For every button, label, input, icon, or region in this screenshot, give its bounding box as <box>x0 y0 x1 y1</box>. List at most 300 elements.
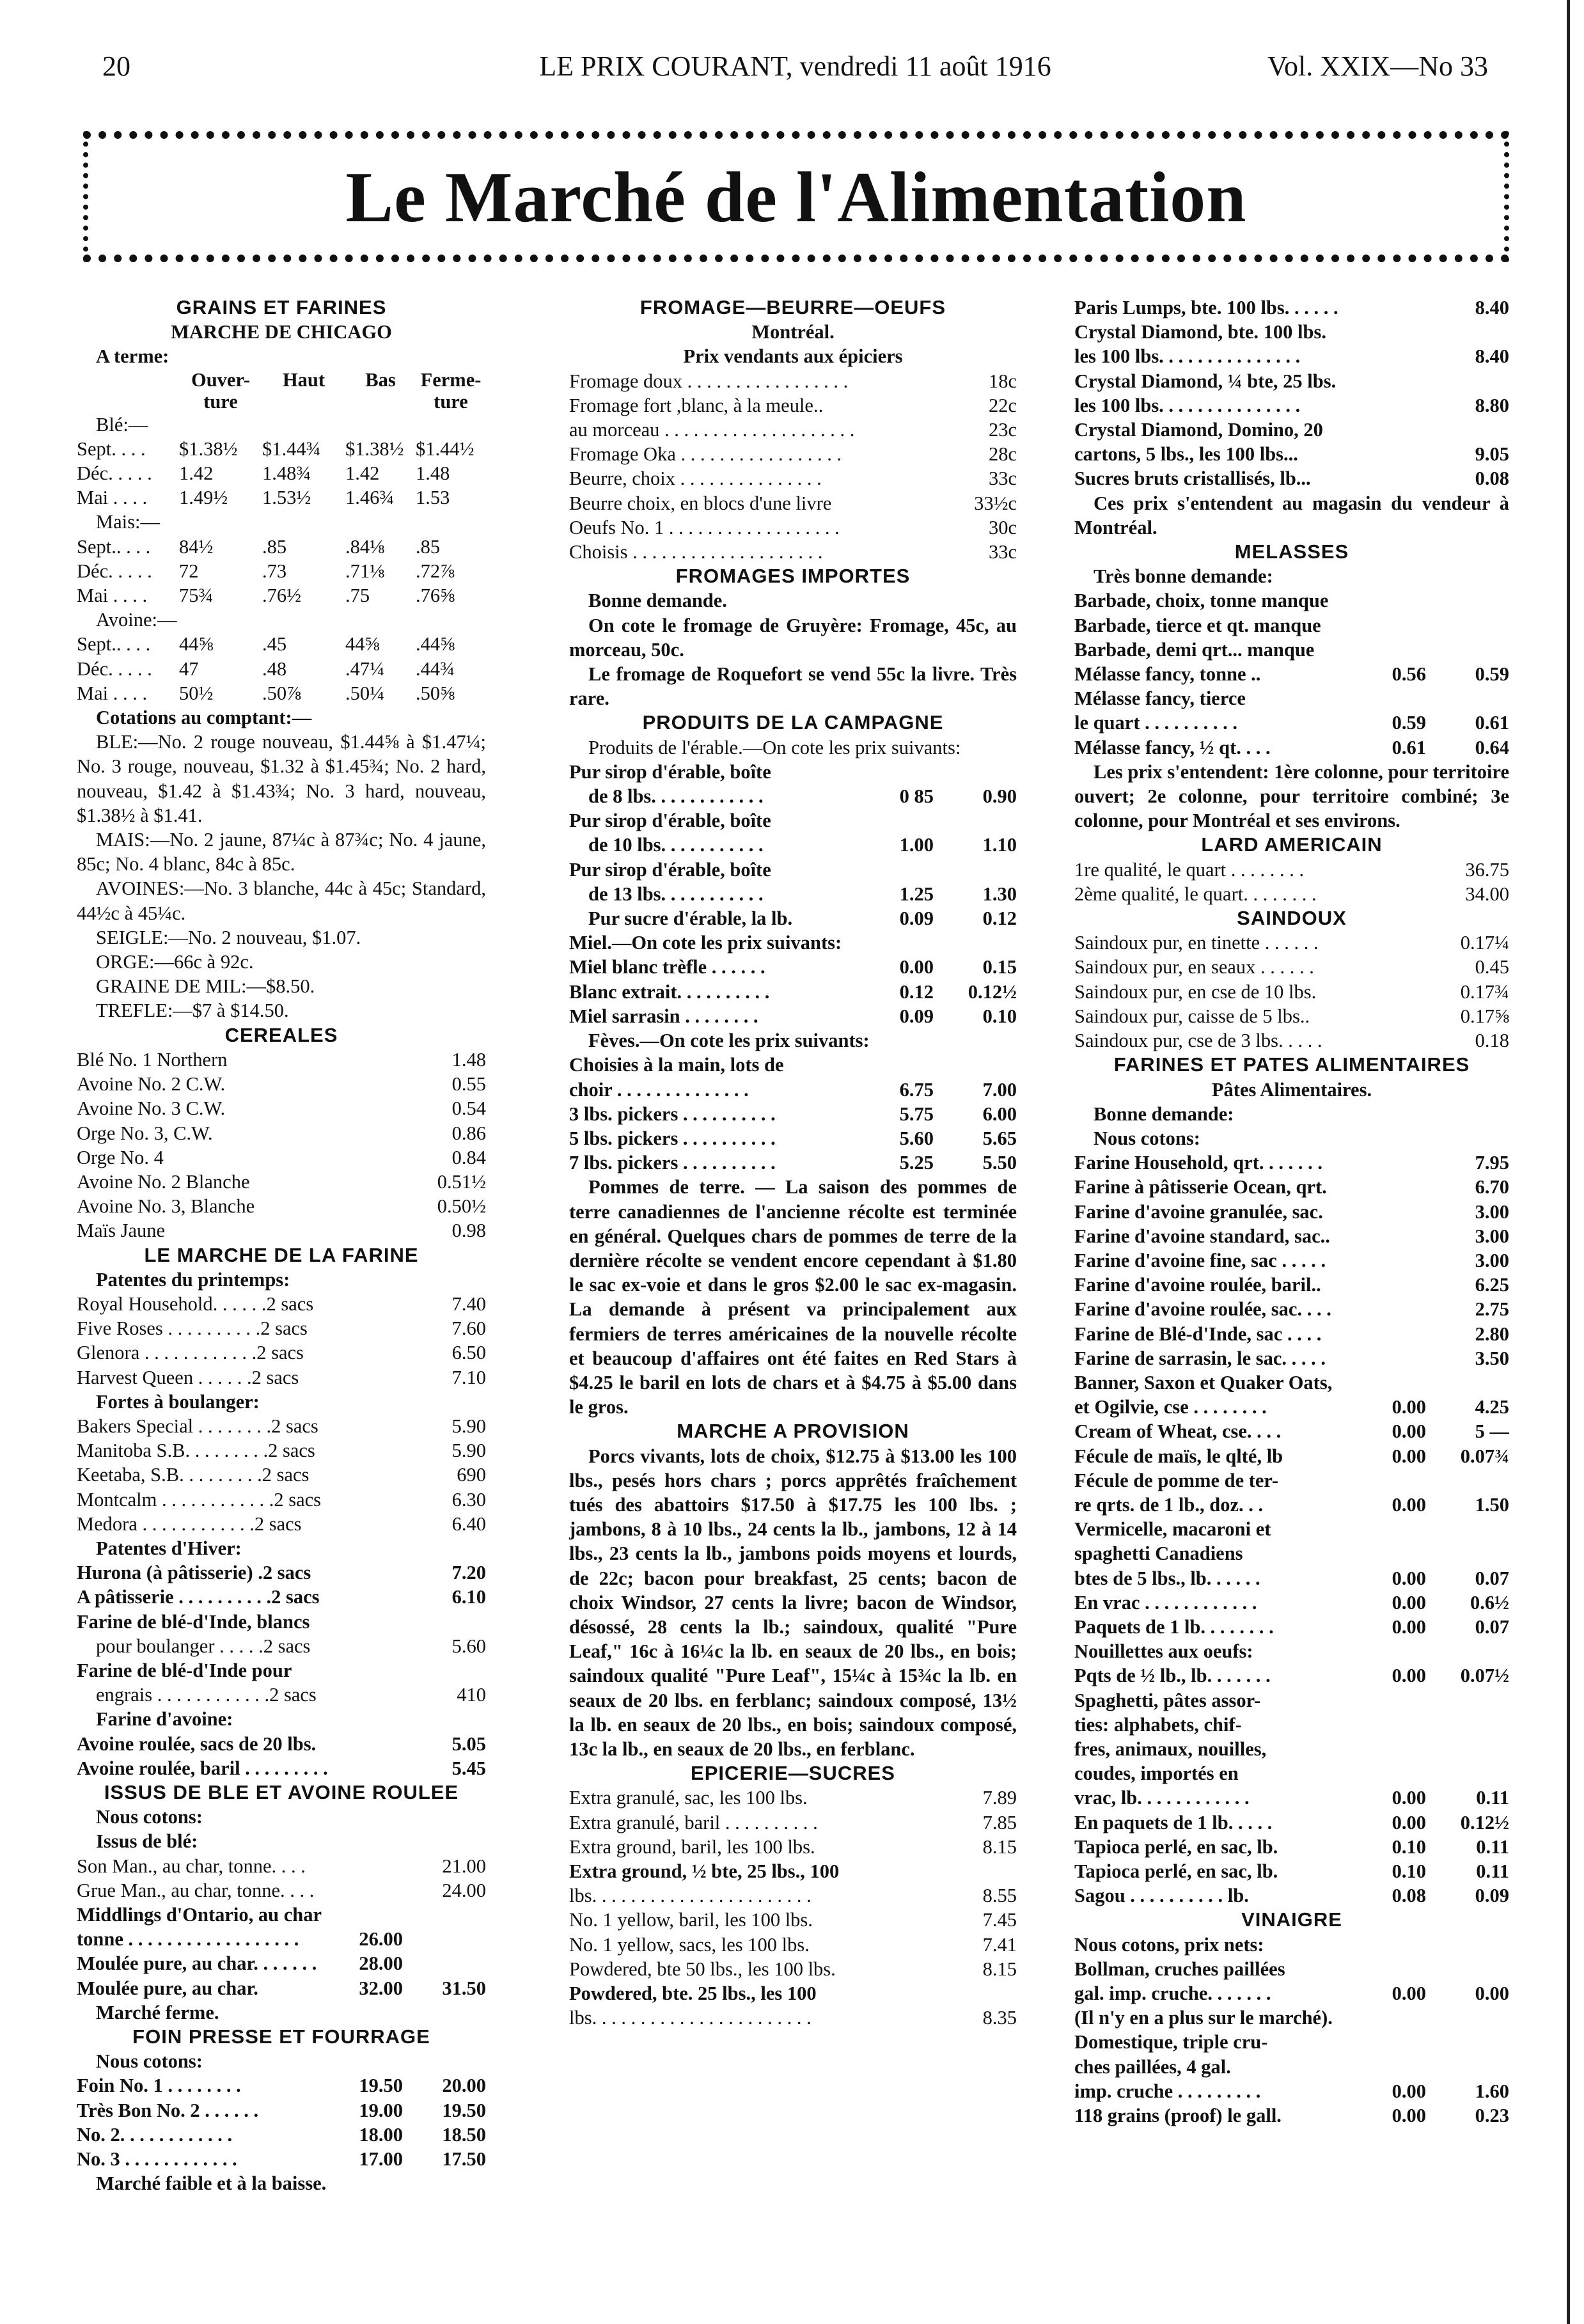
futures-price: .71⅛ <box>345 560 384 582</box>
sugar-row <box>569 2006 1017 2030</box>
pasta-row <box>1074 1419 1509 1443</box>
price-label: Blanc extrait. . . . . . . . . . <box>569 980 770 1003</box>
price-label: No. 1 yellow, sacs, les 100 lbs. <box>569 1933 810 1956</box>
beans-row <box>569 1102 1017 1126</box>
label-marche-ferme: Marché ferme. <box>96 2001 219 2023</box>
price-label: 7 lbs. pickers . . . . . . . . . . <box>569 1152 776 1174</box>
maple-label: Pur sirop d'érable, boîte <box>569 810 771 832</box>
price-value-2: 19.50 <box>442 2099 486 2121</box>
flour-row <box>77 1414 486 1438</box>
price-value-1: 0 85 <box>899 785 934 808</box>
price-label: Sucres bruts cristallisés, lb... <box>1074 467 1311 490</box>
price-label: En paquets de 1 lb. . . . . <box>1074 1811 1273 1833</box>
molasses-row <box>1074 735 1509 760</box>
price-value-2: 0.64 <box>1475 736 1509 758</box>
price-label: Avoine No. 2 C.W. <box>77 1073 226 1095</box>
cheese-row <box>569 491 1017 515</box>
price-value: 7.85 <box>982 1811 1017 1833</box>
price-label: Avoine roulée, baril . . . . . . . . . <box>77 1757 328 1779</box>
flour-row <box>77 1340 486 1365</box>
flour-row <box>1074 1248 1509 1273</box>
label-middlings: Middlings d'Ontario, au char <box>77 1904 322 1926</box>
flour-row <box>77 1756 486 1780</box>
price-label: No. 3 . . . . . . . . . . . . <box>77 2148 237 2171</box>
price-label: Farine à pâtisserie Ocean, qrt. <box>1074 1176 1327 1198</box>
price-label: tonne . . . . . . . . . . . . . . . . . . <box>77 1928 299 1951</box>
pasta-label: Fécule de pomme de ter- <box>1074 1469 1278 1491</box>
price-label: Cream of Wheat, cse. . . . <box>1074 1420 1282 1443</box>
price-label: re qrts. de 1 lb., doz. . . <box>1074 1493 1264 1516</box>
flour-row <box>77 1732 486 1756</box>
futures-price: .44¾ <box>416 657 455 680</box>
flour-row <box>77 1560 486 1585</box>
flour-row <box>1074 1273 1509 1297</box>
cereal-row <box>77 1218 486 1243</box>
price-value: 5.45 <box>451 1757 486 1779</box>
price-label: Fromage doux . . . . . . . . . . . . . . . . . <box>569 370 849 392</box>
pasta-label: fres, animaux, nouilles, <box>1074 1738 1267 1760</box>
futures-price: .73 <box>262 560 287 582</box>
volume-number: Vol. XXIX—No 33 <box>1267 51 1488 82</box>
sugar-row <box>569 1835 1017 1859</box>
futures-row <box>77 437 486 461</box>
price-value-1: 0.00 <box>1392 1396 1426 1418</box>
price-value-1: 0.00 <box>1392 1787 1426 1809</box>
flour-row <box>1074 1175 1509 1199</box>
price-value-1: 0.59 <box>1392 712 1426 734</box>
price-value-2: 0.07¾ <box>1460 1445 1509 1467</box>
cereal-row <box>77 1145 486 1170</box>
flour-row <box>77 1316 486 1340</box>
price-label: vrac, lb. . . . . . . . . . . . <box>1074 1787 1250 1809</box>
price-value: 9.05 <box>1475 443 1509 466</box>
flour-row <box>1074 1150 1509 1175</box>
bran-row <box>77 1854 486 1878</box>
price-value-2: 0.61 <box>1475 712 1509 734</box>
molasses-label: Barbade, tierce et qt. manque <box>1074 614 1321 636</box>
price-value-2: 0.59 <box>1475 663 1509 686</box>
label-tres-bonne-demande: Très bonne demande: <box>1094 565 1273 588</box>
beans-intro: Fèves.—On cote les prix suivants: <box>588 1030 870 1052</box>
price-value-2 <box>403 1951 486 1975</box>
flour-row <box>77 1634 486 1658</box>
futures-month: Mai . . . . <box>77 585 148 607</box>
price-value: 33½c <box>974 492 1017 514</box>
cheese-row <box>569 418 1017 442</box>
cereal-row <box>77 1194 486 1218</box>
price-label: Glenora . . . . . . . . . . . .2 sacs <box>77 1342 304 1364</box>
subheading-pates: Pâtes Alimentaires. <box>1211 1078 1372 1101</box>
imported-cheese-text: Bonne demande. <box>588 590 727 612</box>
futures-price: 1.46¾ <box>345 487 395 509</box>
price-label: Fromage fort ,blanc, à la meule.. <box>569 394 824 416</box>
price-value: 8.15 <box>982 1835 1017 1858</box>
price-value: 8.40 <box>1475 297 1509 318</box>
price-value: 7.20 <box>451 1562 486 1584</box>
price-value: 7.41 <box>982 1933 1017 1956</box>
label-fortes: Fortes à boulanger: <box>96 1390 260 1413</box>
price-label: Extra granulé, baril . . . . . . . . . . <box>569 1811 818 1833</box>
pasta-row <box>1074 1615 1509 1639</box>
price-value: 410 <box>457 1684 486 1706</box>
price-value: 30c <box>988 516 1017 538</box>
price-label: Foin No. 1 . . . . . . . . <box>77 2075 241 2097</box>
price-label: Powdered, bte 50 lbs., les 100 lbs. <box>569 1958 836 1980</box>
futures-price: 44⅝ <box>345 633 380 656</box>
sugar-row <box>569 1786 1017 1810</box>
price-label: de 13 lbs. . . . . . . . . . . <box>588 883 764 905</box>
price-value-1: 0.00 <box>1392 1615 1426 1638</box>
molasses-label: Barbade, choix, tonne manque <box>1074 590 1329 612</box>
heading-produits-campagne: PRODUITS DE LA CAMPAGNE <box>642 711 944 734</box>
price-value-2: 0.11 <box>1476 1860 1509 1882</box>
futures-price: .84⅛ <box>345 535 384 558</box>
heading-fromage: FROMAGE—BEURRE—OEUFS <box>639 296 946 318</box>
vinegar-label: ches paillées, 4 gal. <box>1074 2055 1231 2078</box>
price-value-1: 5.25 <box>899 1152 934 1174</box>
price-label: No. 1 yellow, baril, les 100 lbs. <box>569 1909 813 1931</box>
price-value: 0.50½ <box>437 1195 486 1218</box>
price-value: 3.00 <box>1475 1200 1509 1223</box>
price-value: 34.00 <box>1465 883 1509 905</box>
label-a-terme: A terme: <box>96 345 169 368</box>
futures-price: 84½ <box>179 535 214 558</box>
price-label: Pqts de ½ lb., lb. . . . . . . <box>1074 1665 1271 1687</box>
cheese-row <box>569 393 1017 418</box>
pasta-label: coudes, importés en <box>1074 1763 1239 1785</box>
price-value-2: 0.90 <box>982 785 1017 808</box>
potatoes-text: Pommes de terre. — La saison des pommes de terre canadiennes de l'ancienne récolte est terminée en général. Quelques chars de pommes de terre de la dernière récolte se vendent encore cependant à $1.80 le sac ex-voie et dans le gros $2.00 le sac ex-magasin. La demande à présent va principalement aux fermiers de terres américaines de la nouvelle récolte et beaucoup d'affaires ont été faites en Red Stars à $4.25 le baril en lots de chars et à $4.75 à $5.00 dans le gros. <box>569 1176 1017 1418</box>
price-value: 6.30 <box>451 1488 486 1511</box>
price-value: 0.08 <box>1475 467 1509 490</box>
price-label: Fromage Oka . . . . . . . . . . . . . . . . . <box>569 443 842 466</box>
column-header: Bas <box>365 368 396 391</box>
price-label: Tapioca perlé, en sac, lb. <box>1074 1860 1278 1882</box>
sugar-row <box>569 1810 1017 1835</box>
futures-price: .47¼ <box>345 657 384 680</box>
price-label: lbs. . . . . . . . . . . . . . . . . . . . . . . <box>569 2007 812 2029</box>
flour-row <box>77 1683 486 1707</box>
price-label: gal. imp. cruche. . . . . . . <box>1074 1982 1271 2005</box>
futures-price: .50⅝ <box>416 682 455 704</box>
futures-month: Sept.. . . . <box>77 535 151 558</box>
bran-row <box>77 1951 486 1975</box>
price-value: 6.50 <box>451 1342 486 1364</box>
price-label: Tapioca perlé, en sac, lb. <box>1074 1835 1278 1858</box>
cotation-paragraph: AVOINES:—No. 3 blanche, 44c à 45c; Standard, 44½c à 45¼c. <box>77 877 486 924</box>
price-value: 3.00 <box>1475 1225 1509 1247</box>
price-label: Saindoux pur, en seaux . . . . . . <box>1074 956 1314 978</box>
price-value: 33c <box>988 541 1017 563</box>
futures-price: .50¼ <box>345 682 384 704</box>
column-header-blank <box>77 369 179 412</box>
price-value: 6.10 <box>451 1586 486 1608</box>
price-value: 7.40 <box>451 1292 486 1315</box>
heading-provision: MARCHE A PROVISION <box>677 1420 909 1443</box>
price-label: Maïs Jaune <box>77 1220 166 1242</box>
price-value: 0.17⅝ <box>1460 1005 1509 1027</box>
imported-cheese-text: On cote le fromage de Gruyère: Fromage, 45c, au morceau, 50c. <box>569 614 1017 661</box>
heading-saindoux: SAINDOUX <box>1237 907 1347 930</box>
price-label: Five Roses . . . . . . . . . .2 sacs <box>77 1317 308 1340</box>
heading-grains: GRAINS ET FARINES <box>176 296 387 318</box>
price-label: Royal Household. . . . . .2 sacs <box>77 1292 314 1315</box>
price-label: Son Man., au char, tonne. . . . <box>77 1855 306 1877</box>
price-value-2: 0.23 <box>1475 2105 1509 2127</box>
label-ble: Blé:— <box>96 413 148 436</box>
price-value: 5.60 <box>451 1635 486 1657</box>
price-value-2: 6.00 <box>982 1103 1017 1125</box>
section-banner <box>83 131 1509 262</box>
price-label: Saindoux pur, en cse de 10 lbs. <box>1074 980 1317 1003</box>
label-cotations: Cotations au comptant:— <box>96 707 312 729</box>
futures-price: .75 <box>345 585 370 607</box>
flour-row <box>77 1292 486 1316</box>
flour-row <box>77 1365 486 1390</box>
cotation-paragraph: MAIS:—No. 2 jaune, 87¼c à 87¾c; No. 4 jaune, 85c; No. 4 blanc, 84c à 85c. <box>77 829 486 875</box>
sugar-row <box>569 1933 1017 1957</box>
futures-price: 1.48¾ <box>262 462 311 485</box>
molasses-label: Barbade, demi qrt... manque <box>1074 638 1315 661</box>
price-value: 0.45 <box>1475 956 1509 978</box>
label-avoine: Avoine:— <box>96 609 177 631</box>
maple-row <box>569 833 1017 857</box>
sugar-row <box>569 1908 1017 1932</box>
price-label: Miel blanc trèfle . . . . . . <box>569 956 765 978</box>
futures-price: $1.44½ <box>416 437 474 460</box>
sugar-note: Ces prix s'entendent au magasin du vendeur à Montréal. <box>1074 492 1509 538</box>
honey-intro: Miel.—On cote les prix suivants: <box>569 932 842 954</box>
price-value: 24.00 <box>442 1879 486 1901</box>
cereal-row <box>77 1048 486 1072</box>
price-value: 7.95 <box>1475 1152 1509 1174</box>
sugar-label: Extra ground, ½ bte, 25 lbs., 100 <box>569 1860 840 1882</box>
price-label: lbs. . . . . . . . . . . . . . . . . . . . . . . <box>569 1885 812 1907</box>
price-label: Farine d'avoine standard, sac.. <box>1074 1225 1330 1247</box>
price-value-1: 0.00 <box>1392 1665 1426 1687</box>
price-label: Moulée pure, au char. . . . . . . <box>77 1952 317 1975</box>
futures-row <box>77 583 486 608</box>
futures-price: 44⅝ <box>179 633 214 656</box>
price-value-1: 0.09 <box>899 907 934 930</box>
price-value: 3.00 <box>1475 1249 1509 1271</box>
futures-price: .76⅝ <box>416 585 455 607</box>
sugar-label: Crystal Diamond, bte. 100 lbs. <box>1074 321 1326 343</box>
beans-row <box>569 1150 1017 1175</box>
vinegar-row <box>1074 1981 1509 2006</box>
price-value-2: 4.25 <box>1475 1396 1509 1418</box>
price-label: Beurre, choix . . . . . . . . . . . . . . . <box>569 467 822 490</box>
price-value-2: 0.09 <box>1475 1885 1509 1907</box>
price-label: Paquets de 1 lb. . . . . . . . <box>1074 1615 1274 1638</box>
heading-farine: LE MARCHE DE LA FARINE <box>144 1243 419 1266</box>
label-ble-inde-2: Farine de blé-d'Inde pour <box>77 1659 292 1681</box>
sugar-row <box>1074 344 1509 368</box>
label-bonne-demande: Bonne demande: <box>1094 1103 1234 1125</box>
molasses-note: Les prix s'entendent: 1ère colonne, pour territoire ouvert; 2e colonne, pour territoire combiné; 3e colonne, pour Montréal et ses environs. <box>1074 760 1509 832</box>
futures-price: 1.49½ <box>179 487 228 509</box>
price-value-1: 0.10 <box>1392 1835 1426 1858</box>
price-label: 3 lbs. pickers . . . . . . . . . . <box>569 1103 776 1125</box>
price-label: Medora . . . . . . . . . . . .2 sacs <box>77 1512 302 1535</box>
pasta-row <box>1074 1859 1509 1883</box>
futures-price: .45 <box>262 633 287 656</box>
heading-melasses: MELASSES <box>1234 540 1349 563</box>
price-label: Moulée pure, au char. <box>77 1977 258 1999</box>
price-value: 6.40 <box>451 1512 486 1535</box>
price-value-2: 7.00 <box>982 1078 1017 1101</box>
flour-row <box>77 1463 486 1487</box>
price-label: les 100 lbs. . . . . . . . . . . . . . . <box>1074 345 1301 368</box>
column-3 <box>1074 295 1509 2128</box>
price-label: En vrac . . . . . . . . . . . . <box>1074 1591 1257 1613</box>
honey-row <box>569 980 1017 1004</box>
price-value: 7.60 <box>451 1317 486 1340</box>
price-label: le quart . . . . . . . . . . <box>1074 712 1238 734</box>
flour-row <box>1074 1322 1509 1346</box>
price-label: Bakers Special . . . . . . . .2 sacs <box>77 1415 318 1437</box>
cheese-row <box>569 369 1017 393</box>
price-label: Mélasse fancy, tonne .. <box>1074 663 1261 686</box>
column-header: Ferme- ture <box>420 368 482 412</box>
futures-row <box>77 461 486 485</box>
futures-month: Déc. . . . . <box>77 462 152 485</box>
price-value-2: 5.65 <box>982 1127 1017 1149</box>
price-value: 8.40 <box>1475 345 1509 368</box>
label-marche-faible: Marché faible et à la baisse. <box>96 2172 327 2195</box>
flour-row <box>1074 1200 1509 1224</box>
price-label: Fécule de maïs, le qlté, lb <box>1074 1445 1283 1467</box>
price-label: et Ogilvie, cse . . . . . . . . <box>1074 1396 1267 1418</box>
price-value-1: 0.08 <box>1392 1885 1426 1907</box>
futures-month: Mai . . . . <box>77 682 148 704</box>
price-label: Avoine No. 2 Blanche <box>77 1170 250 1193</box>
heading-farines-pates: FARINES ET PATES ALIMENTAIRES <box>1113 1053 1470 1076</box>
label-patentes: Patentes du printemps: <box>96 1268 290 1291</box>
futures-price: .44⅝ <box>416 633 455 656</box>
cotation-paragraph: GRAINE DE MIL:—$8.50. <box>96 975 315 998</box>
heading-cereales: CEREALES <box>224 1023 338 1046</box>
futures-month: Sept. . . . <box>77 437 146 460</box>
price-label: pour boulanger . . . . .2 sacs <box>96 1635 311 1657</box>
cotation-paragraph: TREFLE:—$7 à $14.50. <box>96 1000 289 1022</box>
sugar-row <box>569 1957 1017 1981</box>
price-label: Orge No. 3, C.W. <box>77 1122 213 1144</box>
shortening-row <box>1074 1004 1509 1028</box>
price-value: 5.05 <box>451 1732 486 1755</box>
label-nous-cotons-3: Nous cotons: <box>1094 1127 1200 1149</box>
sugar-label: Crystal Diamond, ¼ bte, 25 lbs. <box>1074 370 1337 392</box>
price-value-1: 5.60 <box>899 1127 934 1149</box>
futures-price: .50⅞ <box>262 682 301 704</box>
pasta-row <box>1074 1590 1509 1615</box>
label-farine-avoine: Farine d'avoine: <box>96 1708 233 1731</box>
price-label: Avoine No. 3, Blanche <box>77 1195 255 1218</box>
page-edge-rule <box>1567 0 1570 2324</box>
price-value: 21.00 <box>442 1855 486 1877</box>
price-value-2: 0.07 <box>1475 1615 1509 1638</box>
sugar-row <box>1074 393 1509 418</box>
futures-table-header <box>77 369 486 412</box>
price-label: au morceau . . . . . . . . . . . . . . . . . . . . <box>569 419 855 441</box>
label-nous-cotons: Nous cotons: <box>96 1806 203 1828</box>
price-label: Hurona (à pâtisserie) .2 sacs <box>77 1562 311 1584</box>
pasta-row <box>1074 1395 1509 1419</box>
bran-row <box>77 1878 486 1903</box>
lard-row <box>1074 882 1509 906</box>
pasta-label: Vermicelle, macaroni et <box>1074 1518 1271 1541</box>
pasta-row <box>1074 1566 1509 1590</box>
futures-price: $1.38½ <box>179 437 238 460</box>
heading-issus: ISSUS DE BLE ET AVOINE ROULEE <box>104 1780 459 1803</box>
vinegar-row <box>1074 2103 1509 2128</box>
price-label: 2ème qualité, le quart. . . . . . . . <box>1074 883 1317 905</box>
cheese-row <box>569 515 1017 540</box>
price-label: de 8 lbs. . . . . . . . . . . . <box>588 785 764 808</box>
price-value-1: 0.00 <box>1392 2080 1426 2102</box>
price-value: 0.98 <box>451 1220 486 1242</box>
price-value: 690 <box>457 1464 486 1486</box>
futures-price: 50½ <box>179 682 214 704</box>
futures-price: 75¾ <box>179 585 214 607</box>
price-label: Montcalm . . . . . . . . . . . .2 sacs <box>77 1488 322 1511</box>
cheese-row <box>569 466 1017 491</box>
hay-row <box>77 2073 486 2098</box>
price-label: imp. cruche . . . . . . . . . <box>1074 2080 1261 2102</box>
pasta-row <box>1074 1663 1509 1688</box>
price-value-1: 0.00 <box>1392 1811 1426 1833</box>
price-value: 23c <box>988 419 1017 441</box>
label-hiver: Patentes d'Hiver: <box>96 1537 242 1559</box>
hay-row <box>77 2147 486 2171</box>
futures-price: 72 <box>179 560 199 582</box>
futures-month: Sept.. . . . <box>77 633 151 656</box>
vinegar-label: Domestique, triple cru- <box>1074 2031 1268 2053</box>
price-value-1: 0.00 <box>1392 1982 1426 2005</box>
price-value: 7.10 <box>451 1366 486 1388</box>
price-label: Farine d'avoine roulée, baril.. <box>1074 1274 1321 1296</box>
price-value-1: 0.00 <box>1392 1591 1426 1613</box>
maple-row <box>569 784 1017 808</box>
price-value-1: 19.50 <box>359 2075 403 2097</box>
price-label: Avoine No. 3 C.W. <box>77 1097 226 1120</box>
price-value-2: 0.12½ <box>1460 1811 1509 1833</box>
price-value: 36.75 <box>1465 858 1509 881</box>
price-label: de 10 lbs. . . . . . . . . . . <box>588 834 764 856</box>
molasses-label: Mélasse fancy, tierce <box>1074 687 1246 710</box>
futures-price: .48 <box>262 657 287 680</box>
price-value-2: 0.11 <box>1476 1835 1509 1858</box>
price-label: 118 grains (proof) le gall. <box>1074 2105 1282 2127</box>
price-value: 0.55 <box>451 1073 486 1095</box>
price-label: Orge No. 4 <box>77 1146 164 1168</box>
vinegar-label: Nous cotons, prix nets: <box>1074 1933 1264 1956</box>
beans-row <box>569 1126 1017 1150</box>
futures-row <box>77 535 486 559</box>
price-value: 8.55 <box>982 1885 1017 1907</box>
price-value-1: 0.61 <box>1392 736 1426 758</box>
pasta-label: ties: alphabets, chif- <box>1074 1713 1242 1736</box>
price-value: 0.17¾ <box>1460 980 1509 1003</box>
pasta-row <box>1074 1444 1509 1468</box>
cotation-paragraph: SEIGLE:—No. 2 nouveau, $1.07. <box>96 926 361 948</box>
price-value-2: 18.50 <box>442 2123 486 2146</box>
cotation-paragraph: ORGE:—66c à 92c. <box>96 951 254 973</box>
price-value: 1.48 <box>451 1048 486 1071</box>
price-value: 6.70 <box>1475 1176 1509 1198</box>
price-label: Grue Man., au char, tonne. . . . <box>77 1879 315 1901</box>
price-value-1: 1.00 <box>899 834 934 856</box>
